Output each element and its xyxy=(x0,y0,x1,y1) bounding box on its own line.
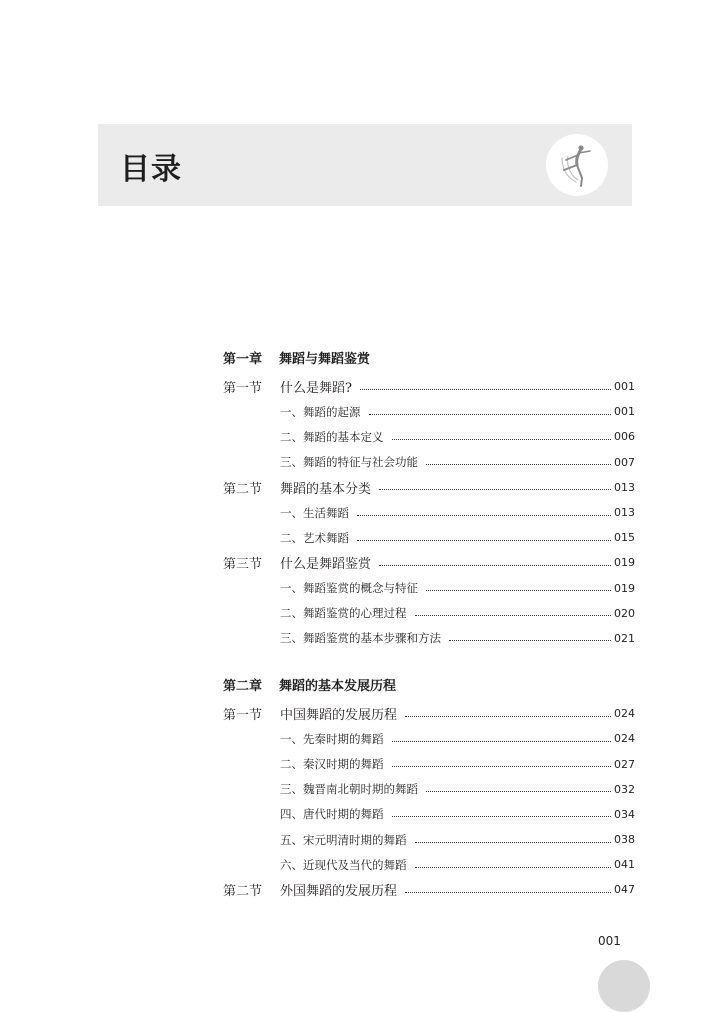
entry-page-number: 007 xyxy=(614,455,635,469)
dot-leader xyxy=(357,514,611,516)
chapter-title: 舞蹈的基本发展历程 xyxy=(279,679,397,695)
entry-title: 二、秦汉时期的舞蹈 xyxy=(280,757,384,772)
entry-page-number: 013 xyxy=(614,506,635,520)
dot-leader xyxy=(392,740,612,742)
entry-page-number: 006 xyxy=(614,430,635,444)
toc-subsection-entry[interactable] xyxy=(223,751,635,776)
dot-leader xyxy=(426,463,611,465)
entry-title: 一、生活舞蹈 xyxy=(280,505,349,520)
ballet-dancer-icon xyxy=(546,134,608,196)
entry-title: 二、艺术舞蹈 xyxy=(280,530,349,545)
entry-title: 四、唐代时期的舞蹈 xyxy=(280,807,384,822)
section-number: 第一节 xyxy=(223,381,263,397)
chapter-number: 第二章 xyxy=(223,679,263,695)
toc-subsection-entry[interactable] xyxy=(223,626,635,651)
dot-leader xyxy=(415,614,612,616)
entry-title: 一、舞蹈的起源 xyxy=(280,404,361,419)
entry-title: 一、舞蹈鉴赏的概念与特征 xyxy=(280,581,418,596)
toc-subsection-entry[interactable] xyxy=(223,500,635,525)
page-title: 目录 xyxy=(120,152,182,187)
dot-leader xyxy=(392,438,612,440)
entry-page-number: 032 xyxy=(614,782,635,796)
entry-title: 三、舞蹈的特征与社会功能 xyxy=(280,455,418,470)
entry-page-number: 027 xyxy=(614,757,635,771)
section-number: 第一节 xyxy=(223,708,263,724)
toc-subsection-entry[interactable] xyxy=(223,601,635,626)
chapter-heading xyxy=(223,673,635,701)
chapter-heading xyxy=(223,346,635,374)
entry-page-number: 038 xyxy=(614,833,635,847)
entry-page-number: 001 xyxy=(614,380,635,394)
page-number: 001 xyxy=(598,934,621,948)
dot-leader xyxy=(426,589,611,591)
entry-page-number: 047 xyxy=(614,883,635,897)
toc-subsection-entry[interactable] xyxy=(223,399,635,424)
section-number: 第二节 xyxy=(223,481,263,497)
entry-title: 什么是舞蹈? xyxy=(280,381,352,397)
toc-subsection-entry[interactable] xyxy=(223,827,635,852)
entry-page-number: 041 xyxy=(614,858,635,872)
toc-section-entry[interactable] xyxy=(223,701,635,726)
entry-title: 六、近现代及当代的舞蹈 xyxy=(280,857,407,872)
dot-leader xyxy=(405,891,611,893)
toc-subsection-entry[interactable] xyxy=(223,777,635,802)
section-number: 第三节 xyxy=(223,557,263,573)
corner-decoration xyxy=(598,960,650,1012)
dot-leader xyxy=(392,815,612,817)
chapter-number: 第一章 xyxy=(223,352,263,367)
dot-leader xyxy=(449,639,611,641)
toc-subsection-entry[interactable] xyxy=(223,726,635,751)
section-number: 第二节 xyxy=(223,884,263,900)
dot-leader xyxy=(369,413,612,415)
toc-section-entry[interactable] xyxy=(223,475,635,500)
entry-title: 五、宋元明清时期的舞蹈 xyxy=(280,832,407,847)
entry-page-number: 001 xyxy=(614,405,635,419)
entry-page-number: 019 xyxy=(614,581,635,595)
toc-section-entry[interactable] xyxy=(223,877,635,902)
toc-subsection-entry[interactable] xyxy=(223,802,635,827)
toc-subsection-entry[interactable] xyxy=(223,424,635,449)
entry-title: 中国舞蹈的发展历程 xyxy=(280,708,398,724)
dot-leader xyxy=(357,539,611,541)
entry-page-number: 020 xyxy=(614,606,635,620)
entry-page-number: 034 xyxy=(614,807,635,821)
entry-page-number: 019 xyxy=(614,556,635,570)
table-of-contents xyxy=(223,346,635,903)
dot-leader xyxy=(360,388,611,390)
toc-section-entry[interactable] xyxy=(223,550,635,575)
entry-page-number: 024 xyxy=(614,707,635,721)
toc-subsection-entry[interactable] xyxy=(223,852,635,877)
dot-leader xyxy=(379,488,611,490)
entry-title: 一、先秦时期的舞蹈 xyxy=(280,731,384,746)
dot-leader xyxy=(415,841,612,843)
entry-title: 舞蹈的基本分类 xyxy=(280,481,372,497)
entry-page-number: 021 xyxy=(614,631,635,645)
dot-leader xyxy=(426,790,611,792)
entry-title: 二、舞蹈鉴赏的心理过程 xyxy=(280,606,407,621)
chapter-spacer xyxy=(223,651,635,673)
dot-leader xyxy=(379,564,611,566)
toc-section-entry[interactable] xyxy=(223,374,635,399)
toc-subsection-entry[interactable] xyxy=(223,525,635,550)
entry-page-number: 015 xyxy=(614,531,635,545)
entry-title: 三、舞蹈鉴赏的基本步骤和方法 xyxy=(280,631,441,646)
chapter-title: 舞蹈与舞蹈鉴赏 xyxy=(279,352,371,367)
entry-title: 三、魏晋南北朝时期的舞蹈 xyxy=(280,782,418,797)
entry-page-number: 024 xyxy=(614,732,635,746)
toc-subsection-entry[interactable] xyxy=(223,576,635,601)
toc-subsection-entry[interactable] xyxy=(223,450,635,475)
dot-leader xyxy=(392,765,612,767)
entry-title: 什么是舞蹈鉴赏 xyxy=(280,557,372,573)
entry-title: 外国舞蹈的发展历程 xyxy=(280,884,398,900)
dot-leader xyxy=(405,715,611,717)
dot-leader xyxy=(415,866,612,868)
entry-page-number: 013 xyxy=(614,480,635,494)
header-band xyxy=(98,124,632,206)
entry-title: 二、舞蹈的基本定义 xyxy=(280,429,384,444)
